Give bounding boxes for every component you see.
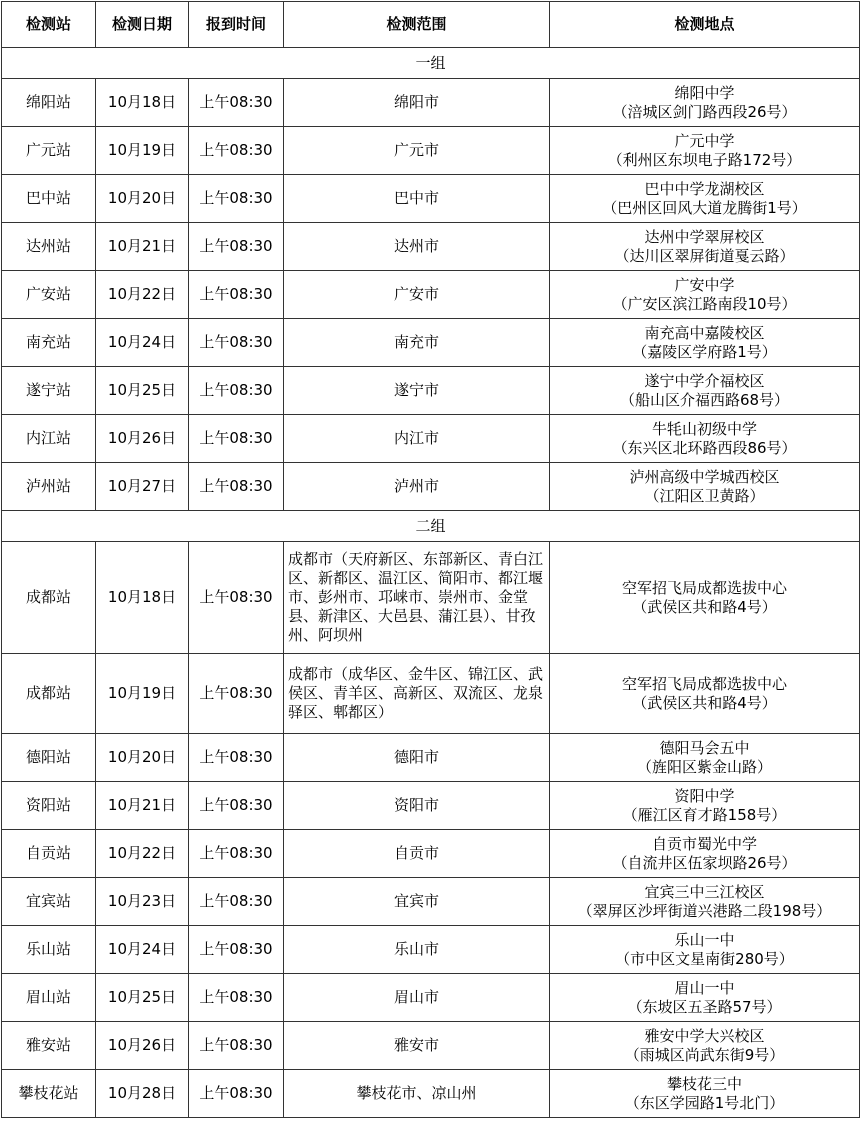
location-cell (550, 926, 860, 974)
location-name: 南充高中嘉陵校区 (644, 323, 765, 342)
time-cell: 上午08:30 (189, 415, 284, 463)
location-address: （涪城区剑门路西段26号） (612, 102, 797, 121)
header-time: 报到时间 (189, 2, 284, 48)
table-row (2, 223, 860, 271)
group-1-row (2, 48, 860, 79)
location-address: （自流井区伍家坝路26号） (612, 853, 797, 872)
time-cell: 上午08:30 (189, 542, 284, 654)
time-cell: 上午08:30 (189, 319, 284, 367)
location-cell (550, 1070, 860, 1118)
range-cell: 成都市（天府新区、东部新区、青白江区、新都区、温江区、简阳市、都江堰市、彭州市、邛崃市、崇州市、金堂县、新津区、大邑县、蒲江县）、甘孜州、阿坝州 (284, 542, 550, 654)
station-cell: 攀枝花站 (2, 1070, 96, 1118)
date-cell: 10月24日 (96, 319, 189, 367)
range-cell: 乐山市 (284, 926, 550, 974)
location-address: （江阳区卫黄路） (644, 486, 765, 505)
header-range: 检测范围 (284, 2, 550, 48)
location-address: （巴州区回风大道龙腾街1号） (602, 198, 807, 217)
location-address: （广安区滨江路南段10号） (612, 294, 797, 313)
location-cell (550, 79, 860, 127)
station-cell: 巴中站 (2, 175, 96, 223)
date-cell: 10月19日 (96, 654, 189, 734)
location-name: 广安中学 (674, 275, 735, 294)
location-name: 巴中中学龙湖校区 (644, 179, 765, 198)
range-cell: 宜宾市 (284, 878, 550, 926)
header-row (2, 2, 860, 48)
time-cell: 上午08:30 (189, 175, 284, 223)
location-address: （雁江区育才路158号） (622, 805, 787, 824)
location-cell (550, 654, 860, 734)
location-name: 德阳马会五中 (659, 738, 750, 757)
location-name: 空军招飞局成都选拔中心 (621, 578, 787, 597)
table-row (2, 463, 860, 511)
location-cell (550, 271, 860, 319)
table-row (2, 175, 860, 223)
time-cell: 上午08:30 (189, 734, 284, 782)
date-cell: 10月22日 (96, 271, 189, 319)
group-2-row (2, 511, 860, 542)
table-row (2, 734, 860, 782)
header-date: 检测日期 (96, 2, 189, 48)
range-cell: 泸州市 (284, 463, 550, 511)
station-cell: 遂宁站 (2, 367, 96, 415)
time-cell: 上午08:30 (189, 974, 284, 1022)
date-cell: 10月26日 (96, 1022, 189, 1070)
location-name: 眉山一中 (674, 978, 735, 997)
location-name: 攀枝花三中 (666, 1074, 742, 1093)
location-cell (550, 878, 860, 926)
time-cell: 上午08:30 (189, 830, 284, 878)
station-cell: 自贡站 (2, 830, 96, 878)
range-cell: 成都市（成华区、金牛区、锦江区、武侯区、青羊区、高新区、双流区、龙泉驿区、郫都区） (284, 654, 550, 734)
location-name: 广元中学 (674, 131, 735, 150)
range-cell: 眉山市 (284, 974, 550, 1022)
location-cell (550, 127, 860, 175)
location-name: 资阳中学 (674, 786, 735, 805)
location-cell (550, 415, 860, 463)
table-row (2, 319, 860, 367)
range-cell: 攀枝花市、凉山州 (284, 1070, 550, 1118)
location-cell (550, 319, 860, 367)
time-cell: 上午08:30 (189, 271, 284, 319)
time-cell: 上午08:30 (189, 223, 284, 271)
date-cell: 10月25日 (96, 367, 189, 415)
location-name: 遂宁中学介福校区 (644, 371, 765, 390)
station-cell: 成都站 (2, 542, 96, 654)
table-row (2, 367, 860, 415)
table-row (2, 79, 860, 127)
date-cell: 10月22日 (96, 830, 189, 878)
time-cell: 上午08:30 (189, 79, 284, 127)
table-body (2, 48, 860, 1118)
station-cell: 乐山站 (2, 926, 96, 974)
date-cell: 10月20日 (96, 175, 189, 223)
time-cell: 上午08:30 (189, 926, 284, 974)
date-cell: 10月24日 (96, 926, 189, 974)
station-cell: 泸州站 (2, 463, 96, 511)
table-row (2, 1022, 860, 1070)
table-row (2, 271, 860, 319)
location-address: （旌阳区紫金山路） (636, 757, 772, 776)
location-cell (550, 1022, 860, 1070)
location-cell (550, 463, 860, 511)
location-name: 宜宾三中三江校区 (644, 882, 765, 901)
group-1-label: 一组 (2, 48, 860, 79)
location-name: 自贡市蜀光中学 (651, 834, 757, 853)
table-row (2, 542, 860, 654)
table-row (2, 1070, 860, 1118)
date-cell: 10月28日 (96, 1070, 189, 1118)
station-cell: 广安站 (2, 271, 96, 319)
station-cell: 德阳站 (2, 734, 96, 782)
location-address: （嘉陵区学府路1号） (632, 342, 777, 361)
time-cell: 上午08:30 (189, 367, 284, 415)
location-address: （东兴区北环路西段86号） (612, 438, 797, 457)
table-row (2, 782, 860, 830)
table-row (2, 654, 860, 734)
time-cell: 上午08:30 (189, 1022, 284, 1070)
location-name: 泸州高级中学城西校区 (629, 467, 780, 486)
station-cell: 内江站 (2, 415, 96, 463)
range-cell: 达州市 (284, 223, 550, 271)
location-cell (550, 782, 860, 830)
location-cell (550, 175, 860, 223)
location-address: （东坡区五圣路57号） (627, 997, 782, 1016)
date-cell: 10月21日 (96, 223, 189, 271)
range-cell: 遂宁市 (284, 367, 550, 415)
station-cell: 宜宾站 (2, 878, 96, 926)
group-2-label: 二组 (2, 511, 860, 542)
location-address: （雨城区尚武东街9号） (624, 1045, 785, 1064)
location-cell (550, 223, 860, 271)
range-cell: 广元市 (284, 127, 550, 175)
station-cell: 广元站 (2, 127, 96, 175)
location-address: （武侯区共和路4号） (632, 693, 777, 712)
table-row (2, 127, 860, 175)
location-name: 达州中学翠屏校区 (644, 227, 765, 246)
location-name: 绵阳中学 (674, 83, 735, 102)
location-address: （利州区东坝电子路172号） (607, 150, 802, 169)
station-cell: 绵阳站 (2, 79, 96, 127)
date-cell: 10月21日 (96, 782, 189, 830)
range-cell: 资阳市 (284, 782, 550, 830)
time-cell: 上午08:30 (189, 463, 284, 511)
location-name: 牛牦山初级中学 (651, 419, 757, 438)
date-cell: 10月27日 (96, 463, 189, 511)
range-cell: 南充市 (284, 319, 550, 367)
range-cell: 广安市 (284, 271, 550, 319)
time-cell: 上午08:30 (189, 1070, 284, 1118)
station-cell: 成都站 (2, 654, 96, 734)
schedule-table (1, 1, 860, 1118)
range-cell: 绵阳市 (284, 79, 550, 127)
location-cell (550, 542, 860, 654)
date-cell: 10月19日 (96, 127, 189, 175)
range-cell: 巴中市 (284, 175, 550, 223)
table-row (2, 878, 860, 926)
location-address: （东区学园路1号北门） (624, 1093, 785, 1112)
range-cell: 自贡市 (284, 830, 550, 878)
range-cell: 内江市 (284, 415, 550, 463)
location-name: 乐山一中 (674, 930, 735, 949)
range-cell: 德阳市 (284, 734, 550, 782)
time-cell: 上午08:30 (189, 782, 284, 830)
location-cell (550, 830, 860, 878)
time-cell: 上午08:30 (189, 127, 284, 175)
station-cell: 资阳站 (2, 782, 96, 830)
station-cell: 南充站 (2, 319, 96, 367)
location-address: （达川区翠屏街道戛云路） (614, 246, 795, 265)
date-cell: 10月20日 (96, 734, 189, 782)
date-cell: 10月18日 (96, 542, 189, 654)
range-cell: 雅安市 (284, 1022, 550, 1070)
location-name: 雅安中学大兴校区 (644, 1026, 765, 1045)
location-address: （武侯区共和路4号） (632, 597, 777, 616)
table-row (2, 926, 860, 974)
table-row (2, 974, 860, 1022)
date-cell: 10月25日 (96, 974, 189, 1022)
location-address: （市中区文星南街280号） (615, 949, 794, 968)
location-name: 空军招飞局成都选拔中心 (621, 674, 787, 693)
time-cell: 上午08:30 (189, 654, 284, 734)
table-row (2, 830, 860, 878)
date-cell: 10月18日 (96, 79, 189, 127)
time-cell: 上午08:30 (189, 878, 284, 926)
station-cell: 眉山站 (2, 974, 96, 1022)
date-cell: 10月23日 (96, 878, 189, 926)
station-cell: 雅安站 (2, 1022, 96, 1070)
table-row (2, 415, 860, 463)
location-cell (550, 974, 860, 1022)
location-address: （翠屏区沙坪街道兴港路二段198号） (577, 901, 832, 920)
location-address: （船山区介福西路68号） (619, 390, 790, 409)
date-cell: 10月26日 (96, 415, 189, 463)
location-cell (550, 367, 860, 415)
station-cell: 达州站 (2, 223, 96, 271)
header-station: 检测站 (2, 2, 96, 48)
header-location: 检测地点 (550, 2, 860, 48)
location-cell (550, 734, 860, 782)
